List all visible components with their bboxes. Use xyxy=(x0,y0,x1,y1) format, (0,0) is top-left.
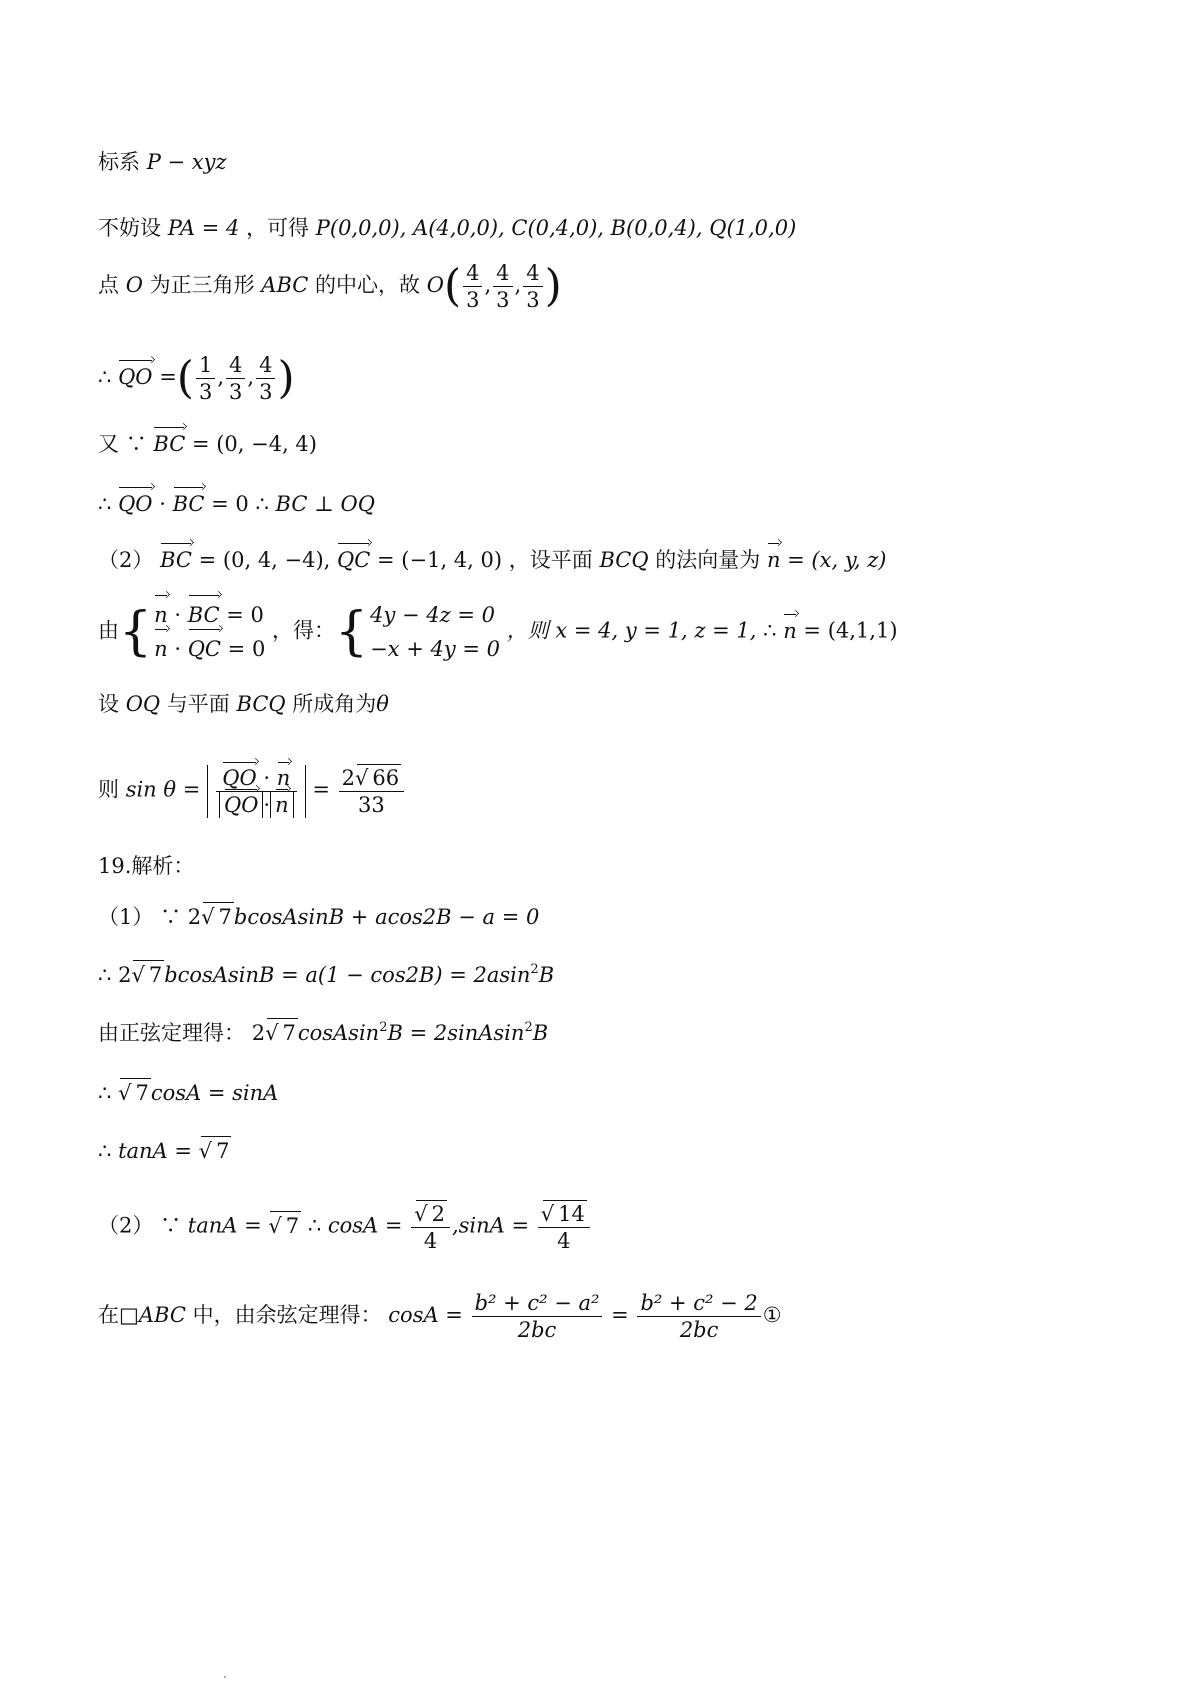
line-coordinate-system xyxy=(98,148,227,176)
vector-bc: BC xyxy=(160,548,192,572)
line-perpendicular: ∴ QO · BC = 0 ∴ BC ⊥ OQ xyxy=(98,492,375,516)
text: ，得： xyxy=(272,618,335,643)
vector-bc: BC xyxy=(172,492,205,516)
line-points xyxy=(98,214,796,242)
line-sin-theta: 则 sin θ = $\frac{QO \cdot n}{QO \cdot n}$ = $\frac{2√ 66}{33}$ xyxy=(98,764,406,818)
math-expr: O xyxy=(426,273,444,297)
math-expr: P(0,0,0), A(4,0,0), C(0,4,0), B(0,0,4), Q(1,0,0) xyxy=(315,216,797,240)
line-sine-rule: 由正弦定理得： 2√ 7cosAsin$^2$B = 2sinAsin$^2$B xyxy=(98,1018,548,1047)
fraction: √ $\frac{2}{4}$ xyxy=(411,1200,450,1254)
fraction: √ $\frac{14}{4}$ xyxy=(538,1200,590,1254)
therefore-symbol: ∴ xyxy=(98,365,112,389)
footer-mark xyxy=(224,1676,226,1678)
equation-system: n · BC = 0 n · QC = 0 xyxy=(154,598,265,666)
missing-glyph-box: □ xyxy=(119,1303,139,1327)
line-tan: ∴ tanA = √ 7 xyxy=(98,1136,231,1165)
text: 为正三角形 xyxy=(149,273,255,297)
text: 由 xyxy=(98,618,119,643)
fraction: $\frac{4}{3}$ xyxy=(256,352,275,405)
line-vector-qo: ∴ QO =( $\frac{1}{3}$ , $\frac{4}{3}$ , $\frac{4}{3}$ ) xyxy=(98,352,295,404)
vector-qo: QO xyxy=(118,365,153,389)
line-vector-bc xyxy=(98,430,317,458)
part-label: （2） xyxy=(98,548,154,572)
vector-qo: QO xyxy=(118,492,153,516)
line-part1-step: ∴ 2√ 7bcosAsinB = a(1 − cos2B) = 2asin$^2$B xyxy=(98,960,554,989)
vector-bc: BC xyxy=(153,432,186,456)
text: 点 xyxy=(98,273,119,297)
text: ，设平面 xyxy=(508,548,593,572)
text: 又 xyxy=(98,432,119,456)
line-part2-trig: （2） ∵ tanA = √ 7 ∴ cosA = √ $\frac{2}{4}$ ,sinA = √ $\frac{14}{4}$ xyxy=(98,1200,592,1254)
vector-qc: QC xyxy=(337,548,371,572)
text: ，可得 xyxy=(246,216,310,240)
math-expr: BC ⊥ OQ xyxy=(275,492,375,516)
fraction: $\frac{1}{3}$ xyxy=(196,352,215,405)
fraction: $\frac{4}{3}$ xyxy=(226,352,245,405)
line-cosine-rule: 在□ABC 中，由余弦定理得： cosA = $\frac{\text{b² + c² − a²}}{2bc}$ = $\frac{\text{b² + c² − 2}}{2bc}$ ① xyxy=(98,1291,782,1342)
line-center-o: 点 O 为正三角形 ABC 的中心，故 O( $\frac{4}{3}$ , $\frac{4}{3}$ , $\frac{4}{3}$ ) xyxy=(98,260,562,312)
absolute-value: $\frac{QO \cdot n}{QO \cdot n}$ xyxy=(207,765,306,818)
line-part1-given: （1） ∵ 2√ 7bcosAsinB + acos2B − a = 0 xyxy=(98,902,539,931)
section-heading-19: 19.解析： xyxy=(98,854,195,878)
circled-one-marker: ① xyxy=(762,1303,782,1327)
math-expr: ABC xyxy=(261,273,309,297)
fraction: $\frac{4}{3}$ xyxy=(493,260,512,313)
line-angle-theta: 设 OQ 与平面 BCQ 所成角为θ xyxy=(98,692,389,716)
math-expr: PA = 4 xyxy=(167,216,240,240)
math-expr: O xyxy=(125,273,143,297)
text: 不妨设 xyxy=(98,216,161,240)
line-cos-sin: ∴ √ 7cosA = sinA xyxy=(98,1078,278,1107)
fraction: $\frac{4}{3}$ xyxy=(463,260,482,313)
text: 的中心，故 xyxy=(315,273,421,297)
math-expr: = (0, −4, 4) xyxy=(191,432,317,456)
fraction: $\frac{\text{b² + c² − a²}}{2bc}$ xyxy=(472,1290,603,1343)
line-system: 由{ n · BC = 0 n · QC = 0 ，得：{ 4y − 4z = 0 −x + 4y = 0 ，则 x = 4, y = 1, z = 1, ∴ n = (4,1,1) xyxy=(98,598,898,666)
math-expr: P − xyz xyxy=(146,150,227,174)
text: 的法向量为 xyxy=(655,548,761,572)
equation-system: 4y − 4z = 0 −x + 4y = 0 xyxy=(370,603,501,661)
because-symbol: ∵ xyxy=(125,432,147,456)
text: 标系 xyxy=(98,150,140,174)
line-part2-vectors: （2） BC = (0, 4, −4), QC = (−1, 4, 0) ，设平面 BCQ 的法向量为 n = (x, y, z) xyxy=(98,548,887,572)
fraction: $\frac{4}{3}$ xyxy=(523,260,542,313)
vector-n: n xyxy=(766,548,781,572)
fraction: $\frac{\text{b² + c² − 2}}{2bc}$ xyxy=(637,1290,760,1343)
fraction: $\frac{2√ 66}{33}$ xyxy=(339,764,405,818)
